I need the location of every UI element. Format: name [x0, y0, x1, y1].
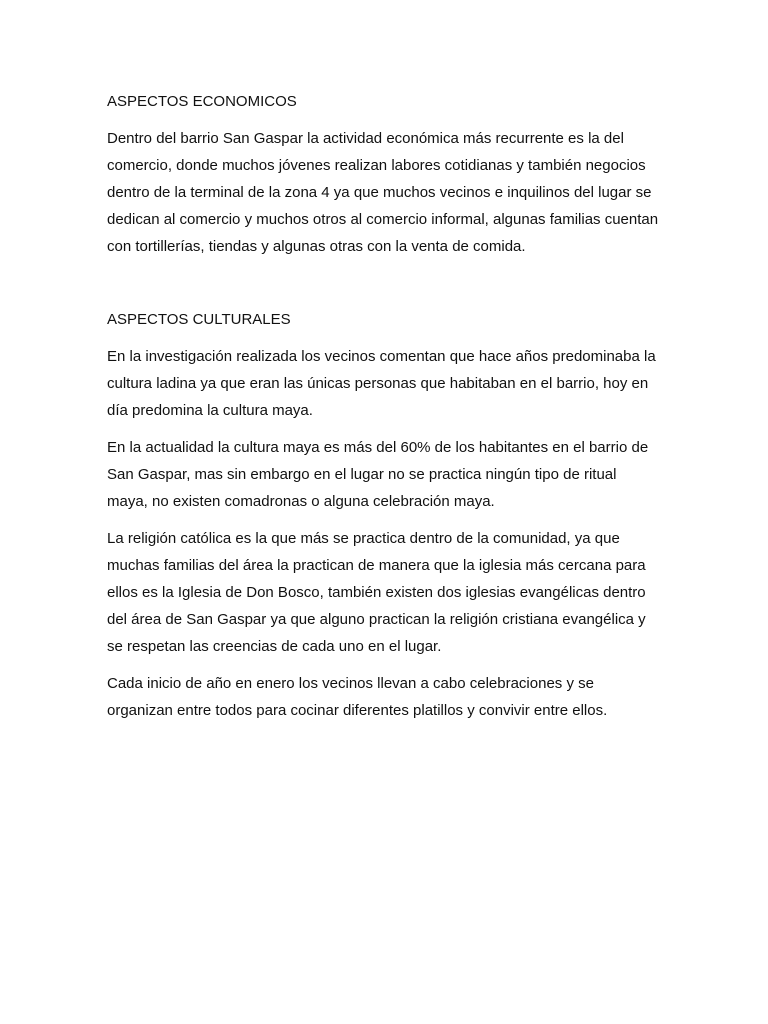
section-heading-economic: ASPECTOS ECONOMICOS — [107, 93, 297, 110]
paragraph-maya-culture: En la actualidad la cultura maya es más del 60% de los habitantes en el barrio de San Gaspar, mas sin embargo en el lugar no se practica ningún tipo de ritual maya, no existen comadronas o alguna celebración maya. — [107, 439, 649, 510]
document-body — [107, 88, 667, 734]
paragraph-new-year-celebrations: Cada inicio de año en enero los vecinos llevan a cabo celebraciones y se organizan entre todos para cocinar diferentes platillos y convivir entre ellos. — [107, 675, 608, 719]
paragraph-economic-activity: Dentro del barrio San Gaspar la actividad económica más recurrente es la del comercio, donde muchos jóvenes realizan labores cotidianas y también negocios dentro de la terminal de la zona 4 ya que muchos vecinos e inquilinos del lugar se dedican al comercio y muchos otros al comercio informal, algunas familias cuentan con tortillerías, tiendas y algunas otras con la venta de comida. — [107, 130, 659, 255]
section-heading-cultural: ASPECTOS CULTURALES — [107, 311, 291, 328]
section-spacer — [107, 270, 667, 306]
paragraph-religion: La religión católica es la que más se practica dentro de la comunidad, ya que muchas familias del área la practican de manera que la iglesia más cercana para ellos es la Iglesia de Don Bosco, también existen dos iglesias evangélicas dentro del área de San Gaspar ya que alguno practican la religión cristiana evangélica y se respetan las creencias de cada uno en el lugar. — [107, 530, 646, 655]
paragraph-cultural-history: En la investigación realizada los vecinos comentan que hace años predominaba la cultura ladina ya que eran las únicas personas que habitaban en el barrio, hoy en día predomina la cultura maya. — [107, 348, 656, 419]
